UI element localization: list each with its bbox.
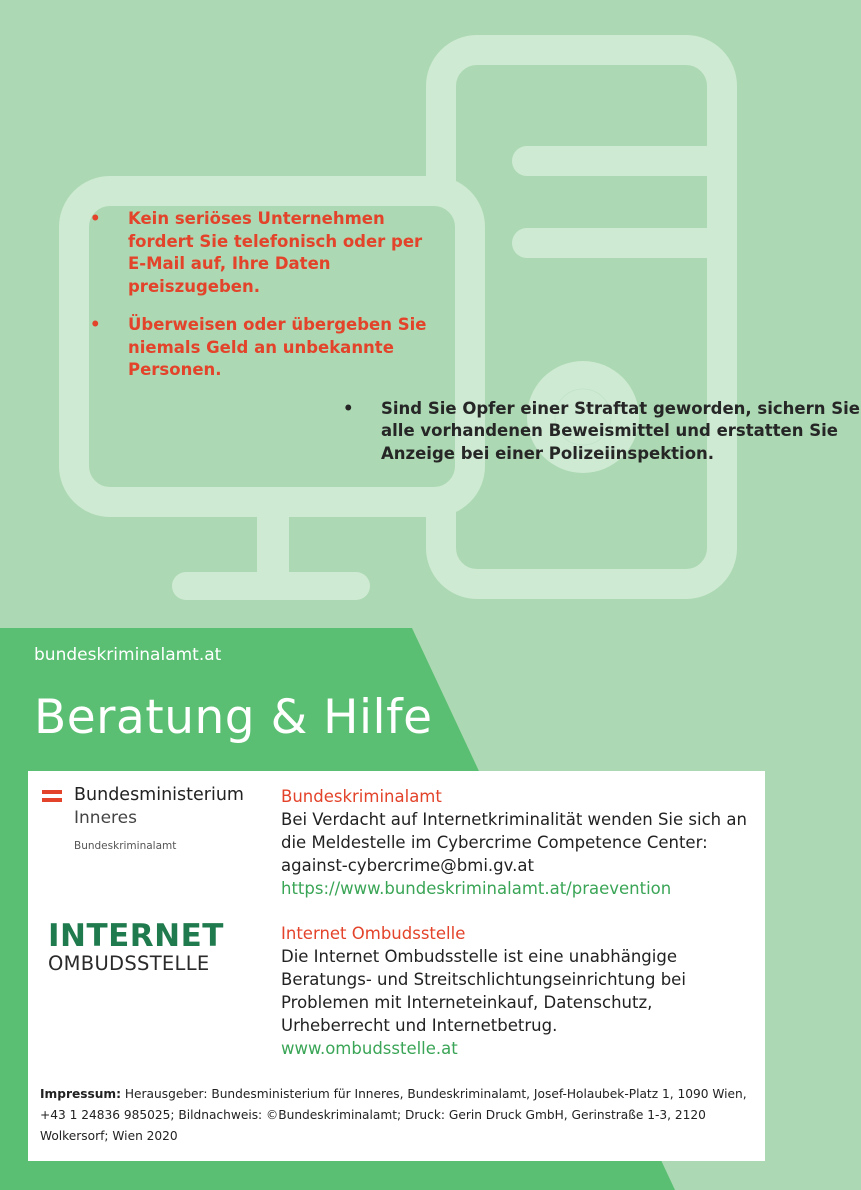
ombudsstelle-heading: Internet Ombudsstelle (281, 924, 466, 943)
ombudsstelle-logo-line1: INTERNET (48, 918, 224, 954)
website-link[interactable]: bundeskriminalamt.at (34, 645, 222, 665)
bka-heading: Bundeskriminalamt (281, 787, 442, 806)
bmi-logo-line1: Bundesministerium (74, 785, 244, 805)
impressum-label: Impressum: (40, 1087, 121, 1101)
bka-text: Bei Verdacht auf Internetkriminalität wenden Sie sich an die Meldestelle im Cybercrime Competence Center: against-cybercrime@bmi.gv.at (281, 810, 747, 875)
bka-section (281, 785, 761, 900)
ombudsstelle-logo (48, 918, 224, 976)
tip-item: • Kein seriöses Unternehmen fordert Sie telefonisch oder per E-Mail auf, Ihre Daten preiszugeben. (90, 208, 440, 298)
bmi-logo-line2: Inneres (74, 808, 137, 828)
tower-slot-1 (512, 146, 730, 176)
ombudsstelle-section (281, 922, 761, 1060)
monitor-base (172, 572, 370, 600)
tip-item: • Überweisen oder übergeben Sie niemals Geld an unbekannte Personen. (90, 314, 440, 382)
ombudsstelle-text: Die Internet Ombudsstelle ist eine unabhängige Beratungs- und Streitschlichtungseinrichtung bei Problemen mit Interneteinkauf, Datenschutz, Urheberrecht und Internetbetrug. (281, 947, 686, 1035)
page-title: Beratung & Hilfe (34, 690, 433, 745)
tips-list (90, 208, 860, 481)
impressum (40, 1084, 760, 1147)
tip-item: • Sind Sie Opfer einer Straftat geworden, sichern Sie alle vorhandenen Beweismittel und erstatten Sie Anzeige bei einer Polizeiinspektion. (343, 398, 861, 466)
bka-link[interactable]: https://www.bundeskriminalamt.at/praevention (281, 879, 672, 898)
monitor-stand (257, 500, 289, 580)
ombudsstelle-logo-line2: OMBUDSSTELLE (48, 952, 210, 975)
impressum-text: Herausgeber: Bundesministerium für Inneres, Bundeskriminalamt, Josef-Holaubek-Platz 1, 1090 Wien, +43 1 24836 985025; Bildnachweis: ©Bundeskriminalamt; Druck: Gerin Druck GmbH, Gerinstraße 1-3, 2120 Wolkersorf; Wien 2020 (40, 1087, 747, 1143)
tower-slot-2 (512, 228, 730, 258)
ombudsstelle-link[interactable]: www.ombudsstelle.at (281, 1039, 458, 1058)
bmi-logo-line3: Bundeskriminalamt (74, 840, 177, 852)
info-card (28, 771, 765, 1161)
austrian-flag-icon (42, 790, 62, 805)
